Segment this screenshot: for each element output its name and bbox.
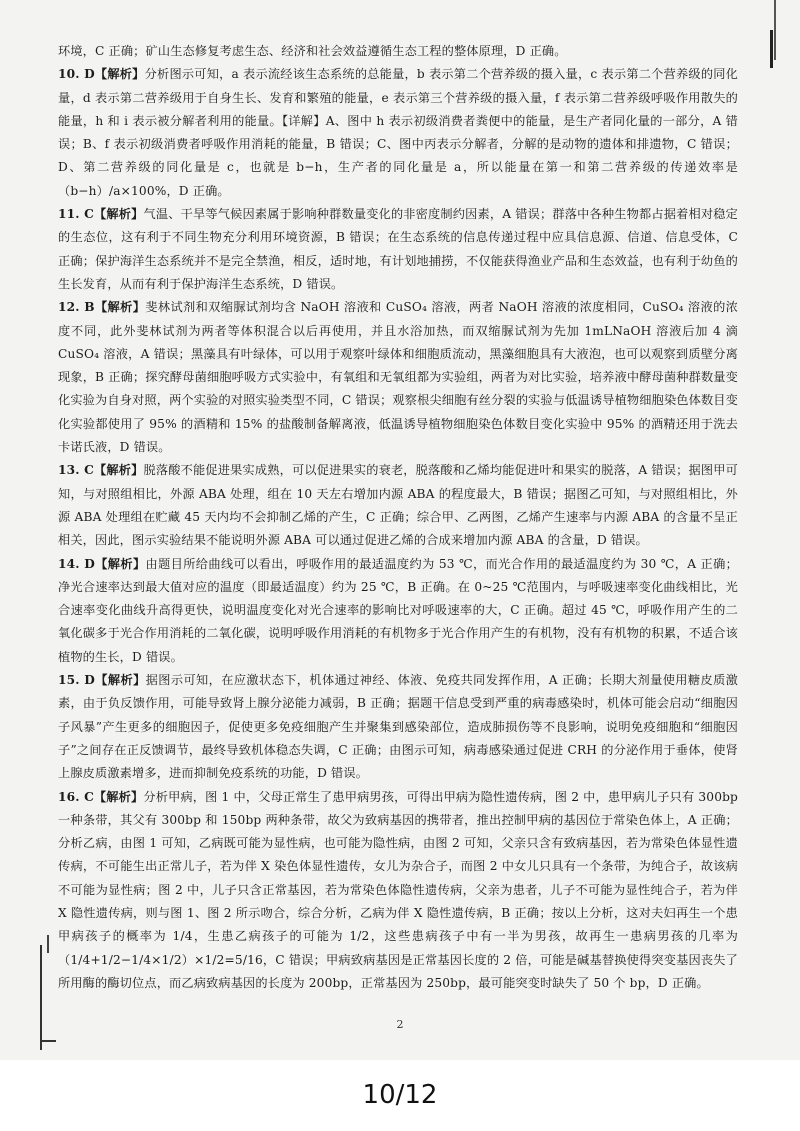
paragraph-text: 环境，C 正确；矿山生态修复考虑生态、经济和社会效益遵循生态工程的整体原理，D 正确。 [58, 44, 567, 58]
paragraph-text: 脱落酸不能促进果实成熟，可以促进果实的衰老，脱落酸和乙烯均能促进叶和果实的脱落，A 错误；据图甲可知，与对照组相比，外源 ABA 处理，组在 10 天左右增加内源 ABA 的程度最大，B 错误；据图乙可知，与对照组相比，外源 ABA 处理组在贮藏 45 天内均不会抑制乙烯的产生，C 正确；综合甲、乙两图，乙烯产生速率与内源 ABA 的含量不呈正相关，因此，图示实验结果不能说明外源 ABA 可以通过促进乙烯的合成来增加内源 ABA 的含量，D 错误。 [58, 463, 738, 548]
answer-15 [58, 669, 738, 785]
answer-tag: 15. D【解析】 [58, 673, 146, 688]
answer-14 [58, 553, 738, 669]
answer-12 [58, 296, 738, 459]
scan-edge-mark [47, 935, 49, 953]
answer-explanations [58, 40, 738, 995]
page-counter: 10/12 [362, 1080, 438, 1110]
paragraph-text: 气温、干旱等气候因素属于影响种群数量变化的非密度制约因素，A 错误；群落中各种生物都占据着相对稳定的生态位，这有利于不同生物充分利用环境资源，B 错误；在生态系统的信息传递过程中应具信息源、信道、信息受体，C 正确；保护海洋生态系统并不是完全禁渔，相反，适时地，有计划地捕捞，不仅能获得渔业产品和生态效益，也有利于幼鱼的生长发育，从而有利于保护海洋生态系统，D 错误。 [58, 207, 738, 291]
answer-tag: 12. B【解析】 [58, 300, 146, 315]
answer-13 [58, 459, 738, 552]
scan-edge-mark [770, 30, 773, 68]
paragraph-text: 斐林试剂和双缩脲试剂均含 NaOH 溶液和 CuSO₄ 溶液，两者 NaOH 溶液的浓度相同，CuSO₄ 溶液的浓度不同，此外斐林试剂为两者等体积混合以后再使用，并且水浴加热，而双缩脲试剂为先加 1mLNaOH 溶液后加 4 滴 CuSO₄ 溶液，A 错误；黑藻具有叶绿体，可以用于观察叶绿体和细胞质流动，黑藻细胞具有大液泡，也可以观察到质壁分离现象，B 正确；探究酵母菌细胞呼吸方式实验中，有氧组和无氧组都为实验组，两者为对比实验，培养液中酵母菌种群数量变化实验为自身对照，两个实验的对照实验类型不同，C 错误；观察根尖细胞有丝分裂的实验与低温诱导植物细胞染色体数目变化实验都使用了 95% 的酒精和 15% 的盐酸制备解离液，低温诱导植物细胞染色体数目变化实验中 95% 的酒精还用于洗去卡诺氏液，D 错误。 [58, 300, 738, 455]
paragraph-continuation [58, 40, 738, 63]
answer-tag: 11. C【解析】 [58, 207, 144, 222]
page-number: 2 [396, 1018, 404, 1031]
answer-11 [58, 203, 738, 296]
paragraph-text: 据图示可知，在应激状态下，机体通过神经、体液、免疫共同发挥作用，A 正确；长期大剂量使用糖皮质激素，由于负反馈作用，可能导致肾上腺分泌能力减弱，B 正确；据题干信息受到严重的病毒感染时，机体可能会启动“细胞因子风暴”产生更多的细胞因子，促使更多免疫细胞产生并聚集到感染部位，造成肺损伤等不良影响，说明免疫细胞和“细胞因子”之间存在正反馈调节，最终导致机体稳态失调，C 正确；由图示可知，病毒感染通过促进 CRH 的分泌作用于垂体，使肾上腺皮质激素增多，进而抑制免疫系统的功能，D 错误。 [58, 673, 739, 781]
paragraph-text: 由题目所给曲线可以看出，呼吸作用的最适温度约为 53 ℃，而光合作用的最适温度约为 30 ℃，A 正确；净光合速率达到最大值对应的温度（即最适温度）约为 25 ℃，B 正确。在 0~25 ℃范围内，与呼吸速率变化曲线相比，光合速率变化曲线升高得更快，说明温度变化对光合速率的影响比对呼吸速率的大，C 正确。超过 45 ℃，呼吸作用产生的二氧化碳多于光合作用消耗的二氧化碳，说明呼吸作用消耗的有机物多于光合作用产生的有机物，没有有机物的积累，不适合该植物的生长，D 错误。 [58, 556, 738, 664]
paragraph-text: 分析甲病，图 1 中，父母正常生了患甲病男孩，可得出甲病为隐性遗传病，图 2 中，患甲病儿子只有 300bp 一种条带，其父有 300bp 和 150bp 两种条带，故父为致病基因的携带者，推出控制甲病的基因位于常染色体上，A 正确；分析乙病，由图 1 可知，乙病既可能为显性病，也可能为隐性病，由图 2 可知，父亲只含有致病基因，若为常染色体显性遗传病，不可能生出正常儿子，若为伴 X 染色体显性遗传，女儿为杂合子，而图 2 中女儿只具有一个条带，为纯合子，故该病不可能为显性病；图 2 中，儿子只含正常基因，若为常染色体隐性遗传病，父亲为患者，儿子不可能为显性纯合子，若为伴 X 隐性遗传病，则与图 1、图 2 所示吻合，综合分析，乙病为伴 X 隐性遗传病，B 正确；按以上分析，这对夫妇再生一个患甲病孩子的概率为 1/4，生患乙病孩子的可能为 1/2，这些患病孩子中有一半为男孩，故再生一患病男孩的几率为（1/4+1/2−1/4×1/2）×1/2=5/16，C 错误；甲病致病基因是正常基因长度的 2 倍，可能是碱基替换使得突变基因丧失了所用酶的酶切位点，而乙病致病基因的长度为 200bp，正常基因为 250bp，最可能突变时缺失了 50 个 bp，D 正确。 [58, 789, 739, 990]
paragraph-text: 分析图示可知，a 表示流经该生态系统的总能量，b 表示第二个营养级的摄入量，c 表示第二个营养级的同化量，d 表示第二营养级用于自身生长、发育和繁殖的能量，e 表示第三个营养级的摄入量，f 表示第二营养级呼吸作用散失的能量，h 和 i 表示被分解者利用的能量。【详解】A、图中 h 表示初级消费者粪便中的能量，是生产者同化量的一部分，A 错误；B、f 表示初级消费者呼吸作用消耗的能量，B 错误；C、图中丙表示分解者，分解的是动物的遗体和排遗物，C 错误；D、第二营养级的同化量是 c，也就是 b−h，生产者的同化量是 a，所以能量在第一和第二营养级的传递效率是（b−h）/a×100%，D 正确。 [58, 67, 738, 198]
answer-10 [58, 63, 738, 203]
answer-tag: 13. C【解析】 [58, 463, 144, 478]
answer-tag: 16. C【解析】 [58, 789, 144, 804]
answer-16 [58, 786, 738, 996]
scan-edge-mark [774, 0, 776, 60]
scan-edge-mark [40, 1040, 56, 1042]
scan-edge-mark [40, 945, 42, 1050]
answer-tag: 10. D【解析】 [58, 67, 145, 82]
answer-tag: 14. D【解析】 [58, 556, 146, 571]
